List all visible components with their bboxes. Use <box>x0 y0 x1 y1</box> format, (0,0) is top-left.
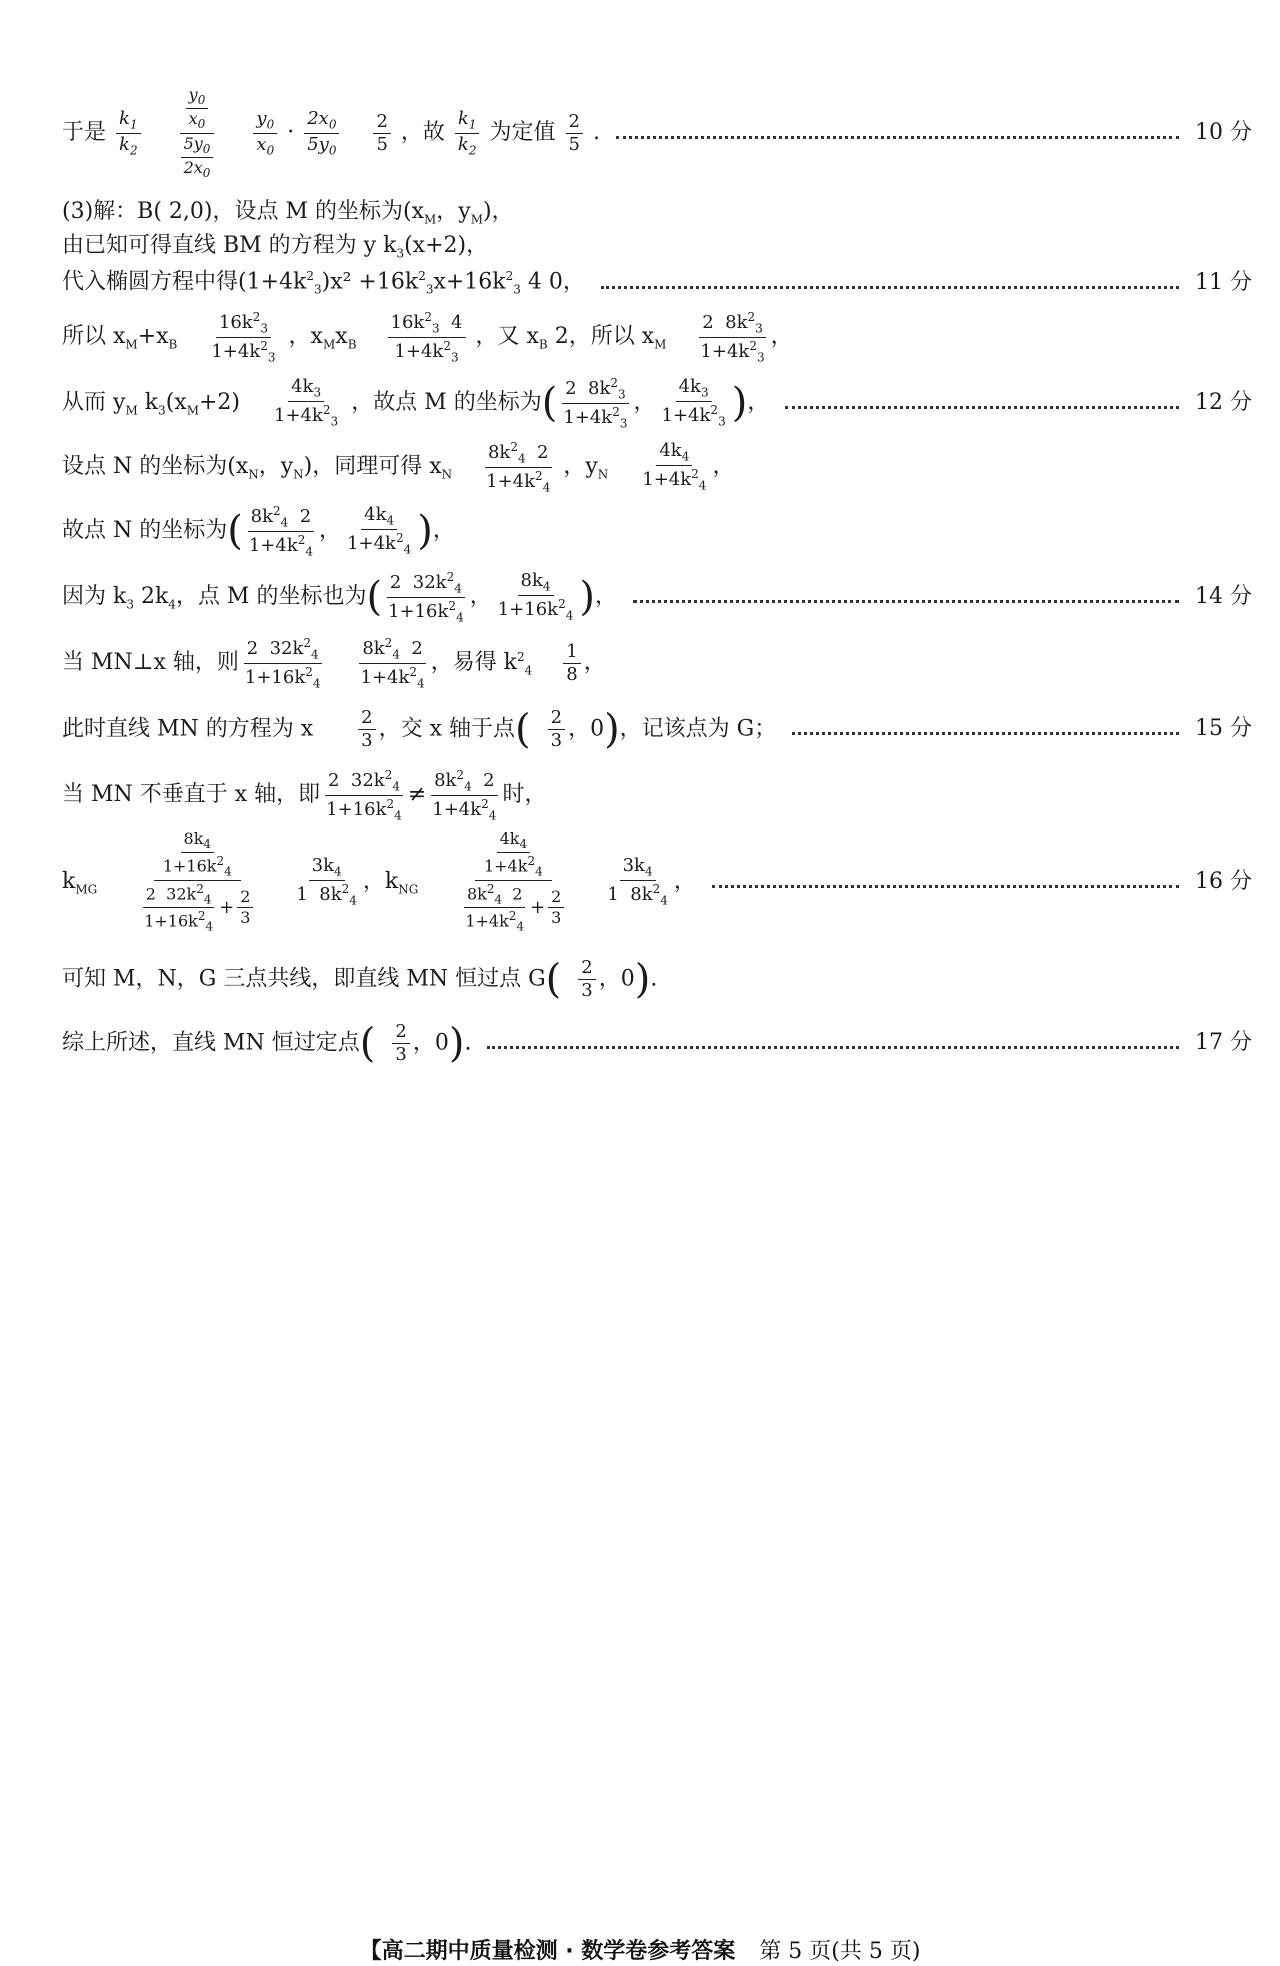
text: ，记该点为 G； <box>619 716 777 741</box>
fraction: $\frac{3k_4}{1 8k^2_4}$ <box>607 855 668 908</box>
text: ，交 x 轴于点 <box>378 716 515 741</box>
fraction: $\frac{8k^2_4 2}{1+4k^2_4}$ <box>486 439 551 495</box>
line-7-content: 设点 N 的坐标为($x_N$，$y_N$)，同理可得 $x_N$ $\frac{8k^2_4 2}{1+4k^2_4}$ ，$y_N$ $\frac{4k_4}{1+4k^2_4}$ ， <box>62 439 735 495</box>
leader-dots <box>785 406 1179 409</box>
text: (3)解：B( 2,0)，设点 M 的坐标为(x <box>62 198 424 224</box>
text: ≠ <box>407 782 427 807</box>
score-label: 14 分 <box>1195 584 1252 609</box>
text: 所以 x <box>62 324 126 349</box>
fraction: $\frac{k_1}{k_2}$ <box>455 110 480 156</box>
leader-dots <box>712 885 1179 888</box>
answer-line-14 <box>62 948 1252 1010</box>
text: ， <box>594 584 617 609</box>
text: 为定值 <box>489 120 556 145</box>
text: x <box>335 324 348 349</box>
answer-line-7 <box>62 436 1252 498</box>
text: )，同理可得 x <box>303 454 442 479</box>
page-number: 第 5 页(共 5 页) <box>759 1939 921 1964</box>
text: ，故点 M 的坐标为 <box>351 390 542 415</box>
text: ， <box>747 390 770 415</box>
text: 时， <box>502 782 547 807</box>
score-label: 10 分 <box>1195 120 1252 145</box>
answer-line-6 <box>62 372 1252 434</box>
text: 因为 k <box>62 584 127 609</box>
text: k <box>137 390 159 415</box>
fraction: $\frac{4k_3}{1+4k^2_3}$ <box>274 376 339 429</box>
line-13-content: $k_{MG}$ $\frac{8k_4}{1+16k^2_4}$ $\frac{2 32k^2_4}{1+16k^2_4}$ + $\frac{2}{3}$ $\frac{3k_4}{1 8k^2_4}$ ，$k_{NG}$ $\frac{4k_4}{1+4k^2_4}$ $\frac{8k^2_4 2}{1+4k^2_4}$ + $\frac{2}{3}$ $\frac{3k_4}{1 8k^2_4}$ ， <box>62 829 696 934</box>
text: (x <box>165 390 187 415</box>
answer-line-13 <box>62 828 1252 936</box>
answer-line-12 <box>62 764 1252 826</box>
text: 当 MN 不垂直于 x 轴，即 <box>62 782 321 807</box>
page-footer <box>0 1934 1280 1965</box>
text: )， <box>483 198 514 224</box>
text: )x² +16k <box>321 269 419 295</box>
fraction: $\frac{2x_0}{5y_0}$ <box>304 110 339 156</box>
fraction: $\frac{2}{5}$ <box>566 113 583 154</box>
line-10-content: 当 MN⊥x 轴，则 $\frac{2 32k^2_4}{1+16k^2_4}$ $\frac{8k^2_4 2}{1+4k^2_4}$ ，易得 $k^2_4$ $\frac{1}{8}$ ， <box>62 635 606 691</box>
leader-dots <box>792 732 1179 735</box>
text: 于是 <box>62 120 107 145</box>
text: ，y <box>436 198 471 224</box>
leader-dots <box>601 286 1179 289</box>
fraction: $\frac{4k_4}{1+4k^2_4}$ <box>347 504 412 557</box>
line-12-content <box>62 769 546 821</box>
text: ，易得 k <box>430 650 518 675</box>
line-3-content: 由已知可得直线 BM 的方程为 y $k_3(x+2)$， <box>62 232 489 261</box>
line-15-content: 综上所述，直线 MN 恒过定点( $\frac{2}{3}$ ，0). <box>62 1020 472 1066</box>
fraction: $\frac{2 8k^2_3}{1+4k^2_3}$ <box>700 309 765 365</box>
text: +x <box>137 324 169 349</box>
text: 从而 y <box>62 390 126 415</box>
fraction: $\frac{4k_3}{1+4k^2_3}$ <box>661 376 726 429</box>
text: ， <box>432 518 455 543</box>
fraction: $\frac{2}{3}$ <box>392 1023 409 1064</box>
answer-line-3 <box>62 232 1252 262</box>
answer-line-4 <box>62 266 1252 300</box>
answer-line-1 <box>62 78 1252 188</box>
line-1-content: 于是 $\frac{k_1}{k_2}$ $\frac{\frac{y_0}{x_0}}{\frac{5y_0}{2x_0}}$ $\frac{y_0}{x_0}$ · $\frac{2x_0}{5y_0}$ $\frac{2}{5}$ ，故 $\frac{k_1}{k_2}$ 为定值 $\frac{2}{5}$ . <box>62 85 600 180</box>
text: ，x <box>288 324 323 349</box>
text: ， <box>712 454 735 479</box>
fraction: $\frac{4k_4}{1+4k^2_4}$ $\frac{8k^2_4 2}{1+4k^2_4}$ + $\frac{2}{3}$ <box>456 831 570 933</box>
text: 4 0， <box>520 269 585 295</box>
fraction: $\frac{k_1}{k_2}$ <box>116 110 141 156</box>
answer-line-8 <box>62 500 1252 562</box>
text: ，y <box>563 454 598 479</box>
answer-line-2 <box>62 198 1252 228</box>
line-14-content: 可知 M，N，G 三点共线，即直线 MN 恒过点 G( $\frac{2}{3}$ ，0). <box>62 956 658 1002</box>
score-label: 16 分 <box>1195 869 1252 894</box>
fraction: $\frac{2}{3}$ <box>358 709 375 750</box>
fraction: $\frac{2}{3}$ <box>548 709 565 750</box>
text: . <box>592 120 600 145</box>
line-11-content: 此时直线 MN 的方程为 x $\frac{2}{3}$ ，交 x 轴于点( $\frac{2}{3}$ ，0)，记该点为 G； <box>62 706 777 752</box>
text: ， <box>673 868 696 894</box>
fraction: $\frac{2 8k^2_3}{1+4k^2_3}$ <box>563 375 628 431</box>
score-label: 11 分 <box>1195 270 1252 295</box>
text: 代入椭圆方程中得(1+4k <box>62 269 307 295</box>
text: ，y <box>258 454 294 479</box>
score-label: 15 分 <box>1195 716 1252 741</box>
fraction: $\frac{16k^2_3}{1+4k^2_3}$ <box>211 309 276 365</box>
text: 2k <box>133 584 169 609</box>
text: x+16k <box>433 269 506 295</box>
text: ，故 <box>400 120 445 145</box>
text: ，k <box>362 868 399 894</box>
leader-dots <box>487 1046 1179 1049</box>
line-2-content: (3)解：B( 2,0)，设点 M 的坐标为($x_M$，$y_M$)， <box>62 198 514 227</box>
answer-line-15 <box>62 1012 1252 1074</box>
text: . <box>464 1030 472 1055</box>
text: +2) <box>199 390 241 415</box>
score-label: 12 分 <box>1195 390 1252 415</box>
fraction: $\frac{8k_4}{1+16k^2_4}$ $\frac{2 32k^2_4}{1+16k^2_4}$ + $\frac{2}{3}$ <box>135 831 259 933</box>
fraction: $\frac{2 32k^2_4}{1+16k^2_4}$ <box>244 635 321 691</box>
line-5-content: 所以 $x_M+x_B$ $\frac{16k^2_3}{1+4k^2_3}$ ，$x_Mx_B$ $\frac{16k^2_3 4}{1+4k^2_3}$ ，又 $x_B$ 2，所以 $x_M$ $\frac{2 8k^2_3}{1+4k^2_3}$ ， <box>62 309 793 365</box>
fraction: $\frac{1}{8}$ <box>563 643 580 684</box>
fraction: $\frac{2 32k^2_4}{1+16k^2_4}$ <box>326 767 402 823</box>
fraction: $\frac{8k^2_4 2}{1+4k^2_4}$ <box>432 767 497 823</box>
text: 由已知可得直线 BM 的方程为 y k <box>62 232 397 258</box>
text: ，点 M 的坐标也为 <box>175 584 367 609</box>
fraction: $\frac{4k_4}{1+4k^2_4}$ <box>642 440 707 493</box>
answer-line-5 <box>62 306 1252 368</box>
text: 2，所以 x <box>547 324 655 349</box>
leader-dots <box>633 600 1179 603</box>
fraction: $\frac{8k_4}{1+16k^2_4}$ <box>497 570 574 623</box>
fraction: $\frac{8k^2_4 2}{1+4k^2_4}$ <box>360 635 425 691</box>
text: 此时直线 MN 的方程为 x <box>62 716 314 741</box>
answer-line-11 <box>62 698 1252 760</box>
text: ， <box>583 650 606 675</box>
text: 综上所述，直线 MN 恒过定点 <box>62 1030 360 1055</box>
text: . <box>650 966 658 991</box>
text: (x+2)， <box>404 232 489 258</box>
text: 设点 N 的坐标为(x <box>62 454 249 479</box>
line-4-content: 代入椭圆方程中得$(1+4k^2_3)x^2 +16k^2_3x+16k^2_3$ 4 0， <box>62 269 585 297</box>
footer-title: 【高二期中质量检测 · 数学卷参考答案 <box>359 1939 736 1964</box>
answer-line-10 <box>62 632 1252 694</box>
fraction: $\frac{16k^2_3 4}{1+4k^2_3}$ <box>388 311 466 363</box>
fraction: $\frac{2}{5}$ <box>373 113 390 154</box>
text: 当 MN⊥x 轴，则 <box>62 650 239 675</box>
fraction: $\frac{2 32k^2_4}{1+16k^2_4}$ <box>388 569 464 625</box>
score-label: 17 分 <box>1195 1030 1252 1055</box>
answer-line-9 <box>62 566 1252 628</box>
text: k <box>62 868 76 894</box>
fraction: $\frac{y_0}{x_0}$ <box>253 110 277 156</box>
fraction: $\frac{\frac{y_0}{x_0}}{\frac{5y_0}{2x_0}}$ <box>175 87 220 179</box>
line-8-content: 故点 N 的坐标为( $\frac{8k^2_4 2}{1+4k^2_4}$ ， $\frac{4k_4}{1+4k^2_4}$ )， <box>62 503 455 559</box>
line-6-content: 从而 $y_M$ $k_3(x_M+2)$ $\frac{4k_3}{1+4k^2_3}$ ，故点 M 的坐标为( $\frac{2 8k^2_3}{1+4k^2_3}$ ， $\frac{4k_3}{1+4k^2_3}$ )， <box>62 375 770 431</box>
text: ，又 x <box>475 324 539 349</box>
fraction: $\frac{2}{3}$ <box>578 959 595 1000</box>
fraction: $\frac{8k^2_4 2}{1+4k^2_4}$ <box>248 503 314 559</box>
line-9-content: 因为 $k_3$ $2k_4$，点 M 的坐标也为( $\frac{2 32k^2_4}{1+16k^2_4}$ ， $\frac{8k_4}{1+16k^2_4}$ )， <box>62 569 617 625</box>
leader-dots <box>616 136 1179 139</box>
text: 故点 N 的坐标为 <box>62 518 228 543</box>
fraction: $\frac{3k_4}{1 8k^2_4}$ <box>296 855 357 908</box>
text: 可知 M，N，G 三点共线，即直线 MN 恒过点 G <box>62 966 546 991</box>
